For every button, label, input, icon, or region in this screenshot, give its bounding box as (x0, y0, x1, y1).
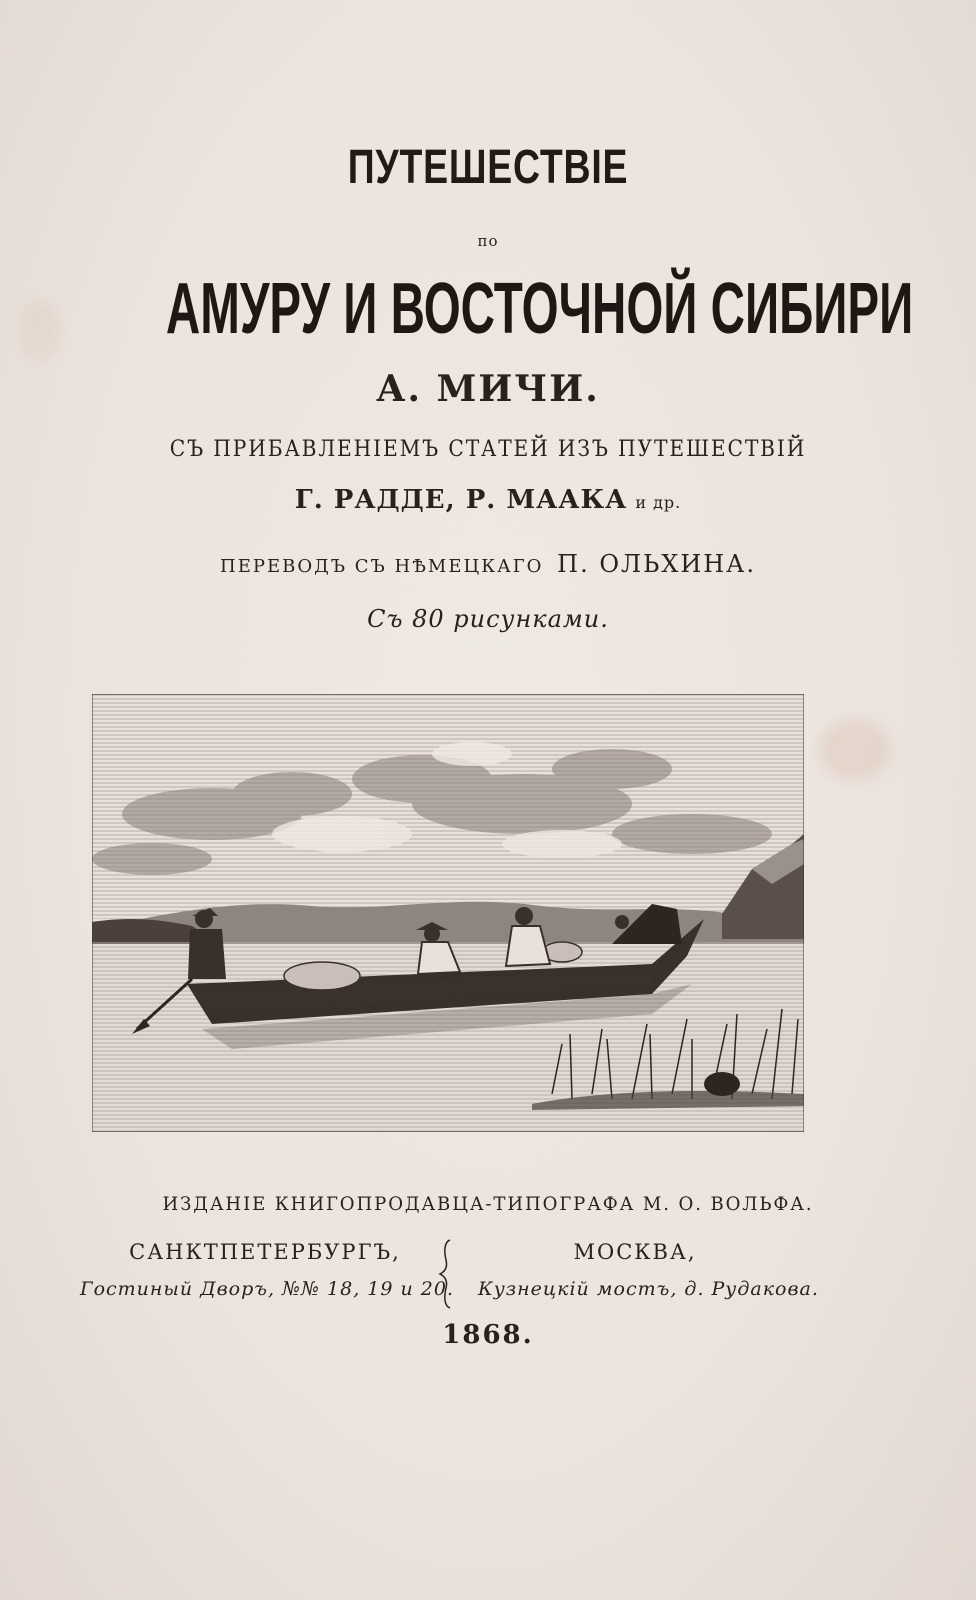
address-moscow: Кузнецкій мостъ, д. Рудакова. (478, 1278, 819, 1300)
contributor-names: Г. РАДДЕ, Р. МААКА (294, 485, 628, 515)
publisher-line: ИЗДАНІЕ КНИГОПРОДАВЦА-ТИПОГРАФА М. О. ВОЛЬФА. (162, 1193, 814, 1215)
translation-line (0, 550, 976, 578)
contributors-line (0, 485, 976, 515)
additions-line: СЪ ПРИБАВЛЕНІЕМЪ СТАТЕЙ ИЗЪ ПУТЕШЕСТВІЙ (169, 437, 807, 462)
illustrations-note: Съ 80 рисунками. (367, 605, 609, 633)
boat-on-river-engraving-icon (92, 694, 804, 1132)
city-saint-petersburg: САНКТПЕТЕРБУРГЪ, (129, 1240, 401, 1264)
city-moscow: МОСКВА, (573, 1240, 697, 1264)
publication-year: 1868. (442, 1320, 534, 1350)
title-preposition: по (477, 232, 499, 250)
address-saint-petersburg: Гостиный Дворъ, №№ 18, 19 и 20. (80, 1278, 454, 1300)
paper-stain (20, 300, 60, 360)
book-title-main: ПУТЕШЕСТВІЕ (347, 141, 629, 194)
paper-stain (820, 720, 890, 780)
book-title-subject: АМУРУ И ВОСТОЧНОЙ СИБИРИ (165, 269, 914, 349)
translation-text: ПЕРЕВОДЪ СЪ НѢМЕЦКАГО (220, 556, 544, 577)
author-name: А. МИЧИ. (376, 368, 600, 410)
contributors-etc: и др. (635, 493, 682, 512)
translator-name: П. ОЛЬХИНА. (557, 550, 756, 578)
